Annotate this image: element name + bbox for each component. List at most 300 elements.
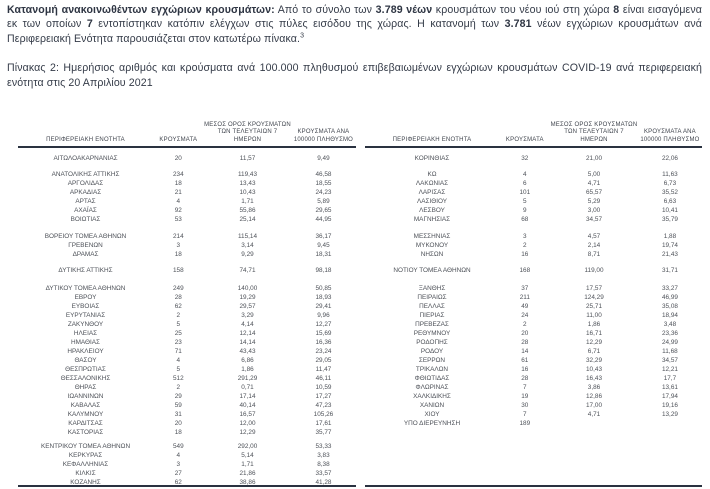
table-caption: Πίνακας 2: Ημερήσιος αριθμός και κρούσματα ανά 100.000 πληθυσμού επιβεβαιωμένων εγχώριων κρουσμάτων COVID-19 ανά περιφερειακή ενότητα στις 20 Απριλίου 2021 xyxy=(7,62,702,89)
cell-avg7: 4,57 xyxy=(587,232,601,240)
cell-cases: 7 xyxy=(523,383,527,391)
cell-avg7: 11,00 xyxy=(586,311,602,319)
cell-per100k: 46,99 xyxy=(661,293,678,301)
cell-name: ΚΟΡΙΝΘΙΑΣ xyxy=(414,154,450,162)
cell-cases: 32 xyxy=(521,154,529,162)
table-row xyxy=(18,284,356,293)
cell-cases: 53 xyxy=(174,215,182,223)
cell-cases: 19 xyxy=(521,392,529,400)
table-row xyxy=(365,338,703,347)
cell-per100k: 17,27 xyxy=(315,392,332,400)
table-row xyxy=(18,320,356,329)
cell-avg7: 0,71 xyxy=(241,383,254,391)
intro-text-segment: Από το σύνολο των xyxy=(274,4,376,16)
table-row xyxy=(18,374,356,383)
table-row xyxy=(365,154,703,163)
cell-per100k: 9,96 xyxy=(317,311,330,319)
cell-name: ΒΟΡΕΙΟΥ ΤΟΜΕΑ ΑΘΗΝΩΝ xyxy=(44,232,127,240)
table-row xyxy=(365,266,703,275)
intro-text-segment: 8 xyxy=(613,4,620,16)
cell-per100k: 35,52 xyxy=(661,188,678,196)
cell-cases: 27 xyxy=(174,469,182,477)
cell-per100k: 15,69 xyxy=(315,329,332,337)
cell-cases: 37 xyxy=(521,284,529,292)
cell-per100k: 9,45 xyxy=(317,241,330,249)
table-row xyxy=(18,302,356,311)
cell-avg7: 4,14 xyxy=(241,320,254,328)
cell-per100k: 41,28 xyxy=(315,478,332,486)
table-section xyxy=(365,154,703,163)
cell-avg7: 11,57 xyxy=(239,154,256,162)
header-per-100000: ΚΡΟΥΣΜΑΤΑ ΑΝΑ 100000 ΠΛΗΘΥΣΜΟ xyxy=(640,129,700,143)
cell-per100k: 12,21 xyxy=(661,365,678,373)
cell-avg7: 1,86 xyxy=(241,365,254,373)
cell-cases: 9 xyxy=(523,206,527,214)
table-row xyxy=(365,293,703,302)
regional-cases-table xyxy=(18,117,702,487)
intro-text-segment: 3.789 νέων xyxy=(375,4,433,16)
cell-name: ΝΗΣΩΝ xyxy=(420,250,444,258)
cell-avg7: 2,14 xyxy=(587,241,601,249)
cell-per100k: 3,48 xyxy=(663,320,677,328)
header-7day-average: ΜΕΣΟΣ ΟΡΟΣ ΚΡΟΥΣΜΑΤΩΝ ΤΩΝ ΤΕΛΕΥΤΑΙΩΝ 7 ΗΜΕΡΩΝ xyxy=(550,121,638,143)
cell-name: ΧΑΝΙΩΝ xyxy=(419,401,445,409)
cell-per100k: 5,89 xyxy=(317,197,330,205)
cell-per100k: 18,55 xyxy=(315,179,332,187)
intro-text-segment: κρουσμάτων του νέου ιού στη χώρα xyxy=(432,4,614,16)
table-row xyxy=(18,188,356,197)
cell-name: ΚΕΡΚΥΡΑΣ xyxy=(68,451,103,459)
cell-cases: 5 xyxy=(176,320,181,328)
cell-name: ΖΑΚΥΝΘΟΥ xyxy=(67,320,104,328)
intro-text-segment: είναι εισαγόμενα εκ των οποίων xyxy=(7,4,702,31)
table-row xyxy=(365,250,703,259)
table-row xyxy=(18,428,356,437)
cell-avg7: 119,43 xyxy=(237,170,258,178)
table-row xyxy=(365,215,703,224)
cell-name: ΘΕΣΠΡΩΤΙΑΣ xyxy=(65,365,106,373)
cell-name: ΦΘΙΩΤΙΔΑΣ xyxy=(414,374,450,382)
cell-per100k: 13,29 xyxy=(661,410,678,418)
cell-per100k: 8,38 xyxy=(317,460,330,468)
cell-avg7: 16,43 xyxy=(586,374,602,382)
cell-avg7: 292,00 xyxy=(237,442,258,450)
cell-per100k: 1,88 xyxy=(663,232,677,240)
table-row xyxy=(18,154,356,163)
table-row xyxy=(18,451,356,460)
cell-per100k: 19,16 xyxy=(661,401,678,409)
cell-name: ΚΕΝΤΡΙΚΟΥ ΤΟΜΕΑ ΑΘΗΝΩΝ xyxy=(40,442,131,450)
table-row xyxy=(18,179,356,188)
cell-cases: 549 xyxy=(172,442,184,450)
cell-per100k: 17,61 xyxy=(315,419,332,427)
cell-avg7: 1,71 xyxy=(241,460,254,468)
cell-name: ΛΕΣΒΟΥ xyxy=(419,206,445,214)
cell-name: ΚΑΛΥΜΝΟΥ xyxy=(67,410,104,418)
table-row xyxy=(18,401,356,410)
table-row xyxy=(18,170,356,179)
cell-cases: 28 xyxy=(521,338,529,346)
cell-name: ΠΕΙΡΑΙΩΣ xyxy=(417,293,447,301)
cell-per100k: 10,41 xyxy=(661,206,678,214)
cell-avg7: 1,71 xyxy=(241,197,254,205)
cell-name: ΕΒΡΟΥ xyxy=(74,293,97,301)
cell-name: ΑΧΑΪΑΣ xyxy=(74,206,97,214)
cell-cases: 24 xyxy=(521,311,529,319)
table-section xyxy=(365,284,703,428)
cell-per100k: 21,43 xyxy=(661,250,678,258)
cell-name: ΜΕΣΣΗΝΙΑΣ xyxy=(413,232,451,240)
cell-name: ΚΩ xyxy=(427,170,437,178)
cell-cases: 71 xyxy=(174,347,182,355)
cell-cases: 512 xyxy=(172,374,184,382)
cell-cases: 168 xyxy=(519,266,531,274)
cell-name: ΚΕΦΑΛΛΗΝΙΑΣ xyxy=(62,460,109,468)
cell-per100k: 24,99 xyxy=(661,338,678,346)
cell-name: ΑΝΑΤΟΛΙΚΗΣ ΑΤΤΙΚΗΣ xyxy=(51,170,120,178)
cell-cases: 249 xyxy=(172,284,184,292)
cell-avg7: 14,14 xyxy=(239,338,256,346)
cell-cases: 16 xyxy=(521,365,529,373)
cell-avg7: 21,86 xyxy=(239,469,256,477)
table-section xyxy=(365,266,703,275)
cell-cases: 29 xyxy=(174,392,182,400)
cell-avg7: 32,29 xyxy=(586,356,602,364)
cell-name: ΘΗΡΑΣ xyxy=(74,383,97,391)
cell-name: ΝΟΤΙΟΥ ΤΟΜΕΑ ΑΘΗΝΩΝ xyxy=(393,266,471,274)
cell-avg7: 10,43 xyxy=(239,188,256,196)
cell-cases: 59 xyxy=(174,401,182,409)
table-row xyxy=(365,392,703,401)
cell-per100k: 31,71 xyxy=(661,266,678,274)
cell-per100k: 46,11 xyxy=(315,374,332,382)
table-left-header xyxy=(18,117,356,148)
cell-cases: 18 xyxy=(174,179,182,187)
cell-per100k: 35,79 xyxy=(661,215,678,223)
cell-per100k: 19,74 xyxy=(661,241,678,249)
cell-avg7: 10,43 xyxy=(586,365,602,373)
cell-avg7: 12,00 xyxy=(239,419,256,427)
table-section xyxy=(365,232,703,259)
cell-name: ΚΑΒΑΛΑΣ xyxy=(70,401,101,409)
cell-per100k: 50,85 xyxy=(315,284,332,292)
cell-name: ΚΙΛΚΙΣ xyxy=(75,469,96,477)
cell-name: ΔΡΑΜΑΣ xyxy=(72,250,99,258)
table-section xyxy=(18,266,356,275)
cell-name: ΧΑΛΚΙΔΙΚΗΣ xyxy=(413,392,451,400)
cell-avg7: 1,86 xyxy=(587,320,601,328)
cell-avg7: 17,57 xyxy=(586,284,602,292)
cell-avg7: 5,00 xyxy=(587,170,601,178)
cell-avg7: 8,71 xyxy=(587,250,601,258)
table-row xyxy=(365,179,703,188)
cell-name: ΡΕΘΥΜΝΟΥ xyxy=(413,329,451,337)
cell-per100k: 18,93 xyxy=(315,293,332,301)
cell-avg7: 38,86 xyxy=(239,478,256,486)
cell-name: ΙΩΑΝΝΙΝΩΝ xyxy=(67,392,104,400)
cell-cases: 20 xyxy=(174,154,182,162)
table-section xyxy=(18,284,356,437)
cell-cases: 18 xyxy=(174,250,182,258)
cell-name: ΘΑΣΟΥ xyxy=(74,356,97,364)
table-row xyxy=(365,401,703,410)
table-left xyxy=(18,117,356,487)
cell-name: ΘΕΣΣΑΛΟΝΙΚΗΣ xyxy=(60,374,111,382)
cell-avg7: 17,14 xyxy=(239,392,256,400)
cell-per100k: 33,27 xyxy=(661,284,678,292)
table-row xyxy=(18,293,356,302)
cell-name: ΑΡΓΟΛΙΔΑΣ xyxy=(67,179,104,187)
cell-per100k: 6,63 xyxy=(663,197,677,205)
cell-name: ΔΥΤΙΚΟΥ ΤΟΜΕΑ ΑΘΗΝΩΝ xyxy=(45,284,126,292)
table-row xyxy=(18,469,356,478)
table-row xyxy=(18,197,356,206)
cell-cases: 30 xyxy=(521,401,529,409)
header-per-100000: ΚΡΟΥΣΜΑΤΑ ΑΝΑ 100000 ΠΛΗΘΥΣΜΟ xyxy=(293,129,354,143)
cell-avg7: 12,86 xyxy=(586,392,602,400)
header-cases: ΚΡΟΥΣΜΑΤΑ xyxy=(505,136,544,143)
cell-per100k: 53,33 xyxy=(315,442,332,450)
cell-avg7: 17,00 xyxy=(586,401,602,409)
cell-avg7: 16,71 xyxy=(586,329,602,337)
cell-cases: 28 xyxy=(174,293,182,301)
table-row xyxy=(365,311,703,320)
cell-avg7: 3,00 xyxy=(587,206,601,214)
cell-cases: 20 xyxy=(521,329,529,337)
cell-per100k: 11,68 xyxy=(662,347,678,355)
cell-per100k: 9,49 xyxy=(317,154,330,162)
table-right xyxy=(365,117,703,487)
cell-cases: 101 xyxy=(519,188,531,196)
cell-per100k: 35,77 xyxy=(315,428,332,436)
cell-name: ΛΑΡΙΣΑΣ xyxy=(418,188,446,196)
table-row xyxy=(365,419,703,428)
cell-name: ΡΟΔΟΥ xyxy=(420,347,444,355)
cell-name: ΣΕΡΡΩΝ xyxy=(418,356,446,364)
cell-avg7: 43,43 xyxy=(239,347,256,355)
table-row xyxy=(18,419,356,428)
cell-per100k: 105,26 xyxy=(313,410,334,418)
cell-per100k: 29,05 xyxy=(315,356,332,364)
table-row xyxy=(18,442,356,451)
cell-cases: 68 xyxy=(521,215,529,223)
cell-avg7: 29,57 xyxy=(239,302,256,310)
cell-per100k: 17,94 xyxy=(661,392,678,400)
cell-cases: 2 xyxy=(523,320,527,328)
cell-cases: 4 xyxy=(523,170,527,178)
header-cases: ΚΡΟΥΣΜΑΤΑ xyxy=(159,136,198,143)
cell-name: ΚΟΖΑΝΗΣ xyxy=(70,478,101,486)
cell-per100k: 6,73 xyxy=(663,179,677,187)
cell-per100k: 46,58 xyxy=(315,170,332,178)
cell-avg7: 21,00 xyxy=(586,154,602,162)
cell-avg7: 3,14 xyxy=(241,241,254,249)
cell-avg7: 55,86 xyxy=(239,206,256,214)
cell-cases: 20 xyxy=(174,419,182,427)
cell-cases: 5 xyxy=(523,197,527,205)
cell-avg7: 291,29 xyxy=(237,374,258,382)
table-row xyxy=(18,250,356,259)
cell-name: ΥΠΟ ΔΙΕΡΕΥΝΗΣΗ xyxy=(403,419,461,427)
table-row xyxy=(18,206,356,215)
table-row xyxy=(18,356,356,365)
table-row xyxy=(365,365,703,374)
cell-avg7: 4,71 xyxy=(587,410,601,418)
intro-text-segment: 7 xyxy=(86,18,93,31)
cell-per100k: 16,36 xyxy=(315,338,332,346)
intro-text-segment: 3.781 xyxy=(504,18,532,31)
intro-text-segment: 3 xyxy=(300,32,305,40)
cell-name: ΧΙΟΥ xyxy=(424,410,440,418)
table-row xyxy=(365,356,703,365)
table-row xyxy=(365,241,703,250)
cell-per100k: 34,57 xyxy=(661,356,678,364)
cell-per100k: 33,57 xyxy=(315,469,332,477)
table-section xyxy=(18,232,356,259)
table-row xyxy=(18,329,356,338)
table-row xyxy=(18,241,356,250)
table-row xyxy=(365,302,703,311)
cell-name: ΜΑΓΝΗΣΙΑΣ xyxy=(413,215,451,223)
table-row xyxy=(18,365,356,374)
header-7day-average: ΜΕΣΟΣ ΟΡΟΣ ΚΡΟΥΣΜΑΤΩΝ ΤΩΝ ΤΕΛΕΥΤΑΙΩΝ 7 ΗΜΕΡΩΝ xyxy=(204,121,291,143)
cell-name: ΚΑΡΔΙΤΣΑΣ xyxy=(68,419,103,427)
table-right-body xyxy=(365,148,703,487)
cell-cases: 18 xyxy=(174,428,182,436)
cell-cases: 6 xyxy=(523,179,527,187)
cell-name: ΠΙΕΡΙΑΣ xyxy=(419,311,445,319)
cell-avg7: 13,43 xyxy=(239,179,256,187)
table-section xyxy=(18,154,356,163)
table-row xyxy=(18,460,356,469)
cell-cases: 21 xyxy=(174,188,182,196)
table-row xyxy=(18,478,356,487)
cell-avg7: 34,57 xyxy=(586,215,602,223)
cell-cases: 92 xyxy=(174,206,182,214)
table-row xyxy=(365,410,703,419)
cell-avg7: 74,71 xyxy=(239,266,256,274)
cell-cases: 14 xyxy=(521,347,529,355)
cell-avg7: 6,71 xyxy=(587,347,601,355)
table-row xyxy=(18,392,356,401)
cell-cases: 3 xyxy=(523,232,527,240)
cell-per100k: 23,24 xyxy=(315,347,332,355)
cell-avg7: 25,71 xyxy=(586,302,602,310)
cell-cases: 2 xyxy=(523,241,527,249)
cell-name: ΠΡΕΒΕΖΑΣ xyxy=(415,320,449,328)
cell-name: ΕΥΒΟΙΑΣ xyxy=(71,302,100,310)
table-left-body xyxy=(18,148,356,487)
intro-text-segment: Κατανομή ανακοινωθέντων εγχώριων κρουσμάτων: xyxy=(7,4,275,16)
cell-cases: 4 xyxy=(176,197,181,205)
cell-avg7: 3,29 xyxy=(241,311,254,319)
cell-cases: 234 xyxy=(172,170,184,178)
intro-text-segment: εντοπίστηκαν κατόπιν ελέγχων στις πύλες εισόδου της χώρας. Η κατανομή των xyxy=(92,18,505,31)
table-row xyxy=(18,311,356,320)
table-row xyxy=(365,329,703,338)
cell-avg7: 3,86 xyxy=(587,383,601,391)
cell-per100k: 44,95 xyxy=(315,215,332,223)
cell-name: ΔΥΤΙΚΗΣ ΑΤΤΙΚΗΣ xyxy=(58,266,113,274)
cell-name: ΛΑΣΙΘΙΟΥ xyxy=(416,197,448,205)
cell-cases: 49 xyxy=(521,302,529,310)
table-row xyxy=(18,338,356,347)
cell-name: ΦΛΩΡΙΝΑΣ xyxy=(415,383,449,391)
cell-name: ΞΑΝΘΗΣ xyxy=(418,284,446,292)
cell-avg7: 12,14 xyxy=(239,329,256,337)
table-row xyxy=(365,170,703,179)
cell-per100k: 11,47 xyxy=(315,365,332,373)
cell-cases: 189 xyxy=(519,419,531,427)
table-row xyxy=(365,383,703,392)
cell-avg7: 40,14 xyxy=(239,401,256,409)
cell-per100k: 18,94 xyxy=(661,311,678,319)
cell-avg7: 16,57 xyxy=(239,410,256,418)
cell-per100k: 11,63 xyxy=(662,170,678,178)
cell-name: ΜΥΚΟΝΟΥ xyxy=(415,241,449,249)
cell-cases: 3 xyxy=(176,460,181,468)
cell-cases: 158 xyxy=(172,266,184,274)
table-row xyxy=(365,347,703,356)
table-row xyxy=(18,266,356,275)
cell-name: ΗΛΕΙΑΣ xyxy=(73,329,98,337)
cell-name: ΓΡΕΒΕΝΩΝ xyxy=(68,241,103,249)
cell-avg7: 6,86 xyxy=(241,356,254,364)
cell-avg7: 5,29 xyxy=(587,197,601,205)
cell-per100k: 17,7 xyxy=(663,374,677,382)
cell-per100k: 29,41 xyxy=(315,302,332,310)
table-row xyxy=(18,410,356,419)
cell-per100k: 18,31 xyxy=(315,250,332,258)
cell-per100k: 22,06 xyxy=(661,154,678,162)
table-section xyxy=(365,170,703,224)
table-row xyxy=(365,206,703,215)
cell-cases: 62 xyxy=(174,302,182,310)
cell-avg7: 124,29 xyxy=(584,293,604,301)
intro-text-segment: νέων εγχώριων κρουσμάτων ανά Περιφερειακή Ενότητα παρουσιάζεται στον κατωτέρω πίνακα. xyxy=(7,18,702,45)
cell-name: ΑΡΤΑΣ xyxy=(75,197,96,205)
header-region: ΠΕΡΙΦΕΡΕΙΑΚΗ ΕΝΟΤΗΤΑ xyxy=(46,136,125,143)
table-row xyxy=(365,320,703,329)
cell-name: ΛΑΚΩΝΙΑΣ xyxy=(415,179,449,187)
table-row xyxy=(365,284,703,293)
cell-name: ΑΙΤΩΛΟΑΚΑΡΝΑΝΙΑΣ xyxy=(53,154,118,162)
cell-cases: 31 xyxy=(174,410,182,418)
cell-avg7: 65,57 xyxy=(586,188,602,196)
cell-cases: 23 xyxy=(174,338,182,346)
table-row xyxy=(365,188,703,197)
table-row xyxy=(365,232,703,241)
cell-per100k: 98,18 xyxy=(315,266,332,274)
cell-avg7: 119,00 xyxy=(584,266,604,274)
table-row xyxy=(18,383,356,392)
cell-cases: 2 xyxy=(176,311,181,319)
cell-cases: 4 xyxy=(176,451,181,459)
cell-cases: 16 xyxy=(521,250,529,258)
cell-cases: 4 xyxy=(176,356,181,364)
table-row xyxy=(18,232,356,241)
cell-per100k: 36,17 xyxy=(315,232,332,240)
cell-avg7: 9,29 xyxy=(241,250,254,258)
cell-name: ΠΕΛΛΑΣ xyxy=(419,302,445,310)
cell-cases: 7 xyxy=(523,410,527,418)
cell-name: ΗΡΑΚΛΕΙΟΥ xyxy=(67,347,104,355)
cell-per100k: 10,59 xyxy=(315,383,332,391)
table-row xyxy=(365,374,703,383)
cell-name: ΡΟΔΟΠΗΣ xyxy=(416,338,448,346)
cell-name: ΗΜΑΘΙΑΣ xyxy=(70,338,101,346)
cell-per100k: 47,23 xyxy=(315,401,332,409)
